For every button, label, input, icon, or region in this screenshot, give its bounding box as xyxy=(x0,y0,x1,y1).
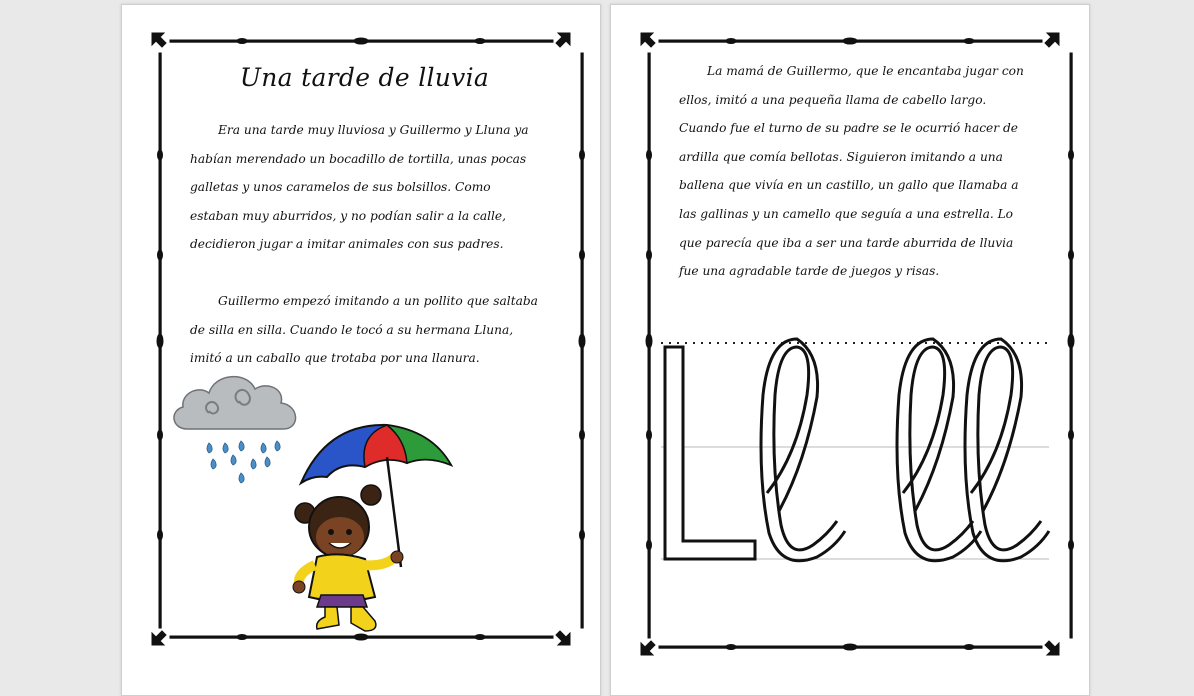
tracing-letters-worksheet xyxy=(657,335,1053,567)
story-paragraph-1: Era una tarde muy lluviosa y Guillermo y Lluna ya habían merendado un bocadillo de tortilla, unas pocas galletas y unos caramelos de sus bolsillos. Como estaban muy aburridos, y no podían salir a la calle, decidieron jugar a imitar animales con sus padres. xyxy=(190,123,529,252)
story-title: Una tarde de lluvia xyxy=(239,63,490,92)
girl-with-umbrella-illustration xyxy=(287,417,462,635)
story-paragraph-2: Guillermo empezó imitando a un pollito que saltaba de silla en silla. Cuando le tocó a su hermana Lluna, imitó a un caballo que trotaba por una llanura. xyxy=(190,294,538,366)
story-paragraph-3: La mamá de Guillermo, que le encantaba jugar con ellos, imitó a una pequeña llama de cabello largo. Cuando fue el turno de su padre se le ocurrió hacer de ardilla que comía bellotas. Siguieron imitando a una ballena que vivía en un castillo, un gallo que llamaba a las gallinas y un camello que seguía a una estrella. Lo que parecía que iba a ser una tarde aburrida de lluvia fue una agradable tarde de juegos y risas. xyxy=(679,64,1024,279)
story-page-right xyxy=(610,4,1090,696)
story-page-left xyxy=(121,4,601,696)
